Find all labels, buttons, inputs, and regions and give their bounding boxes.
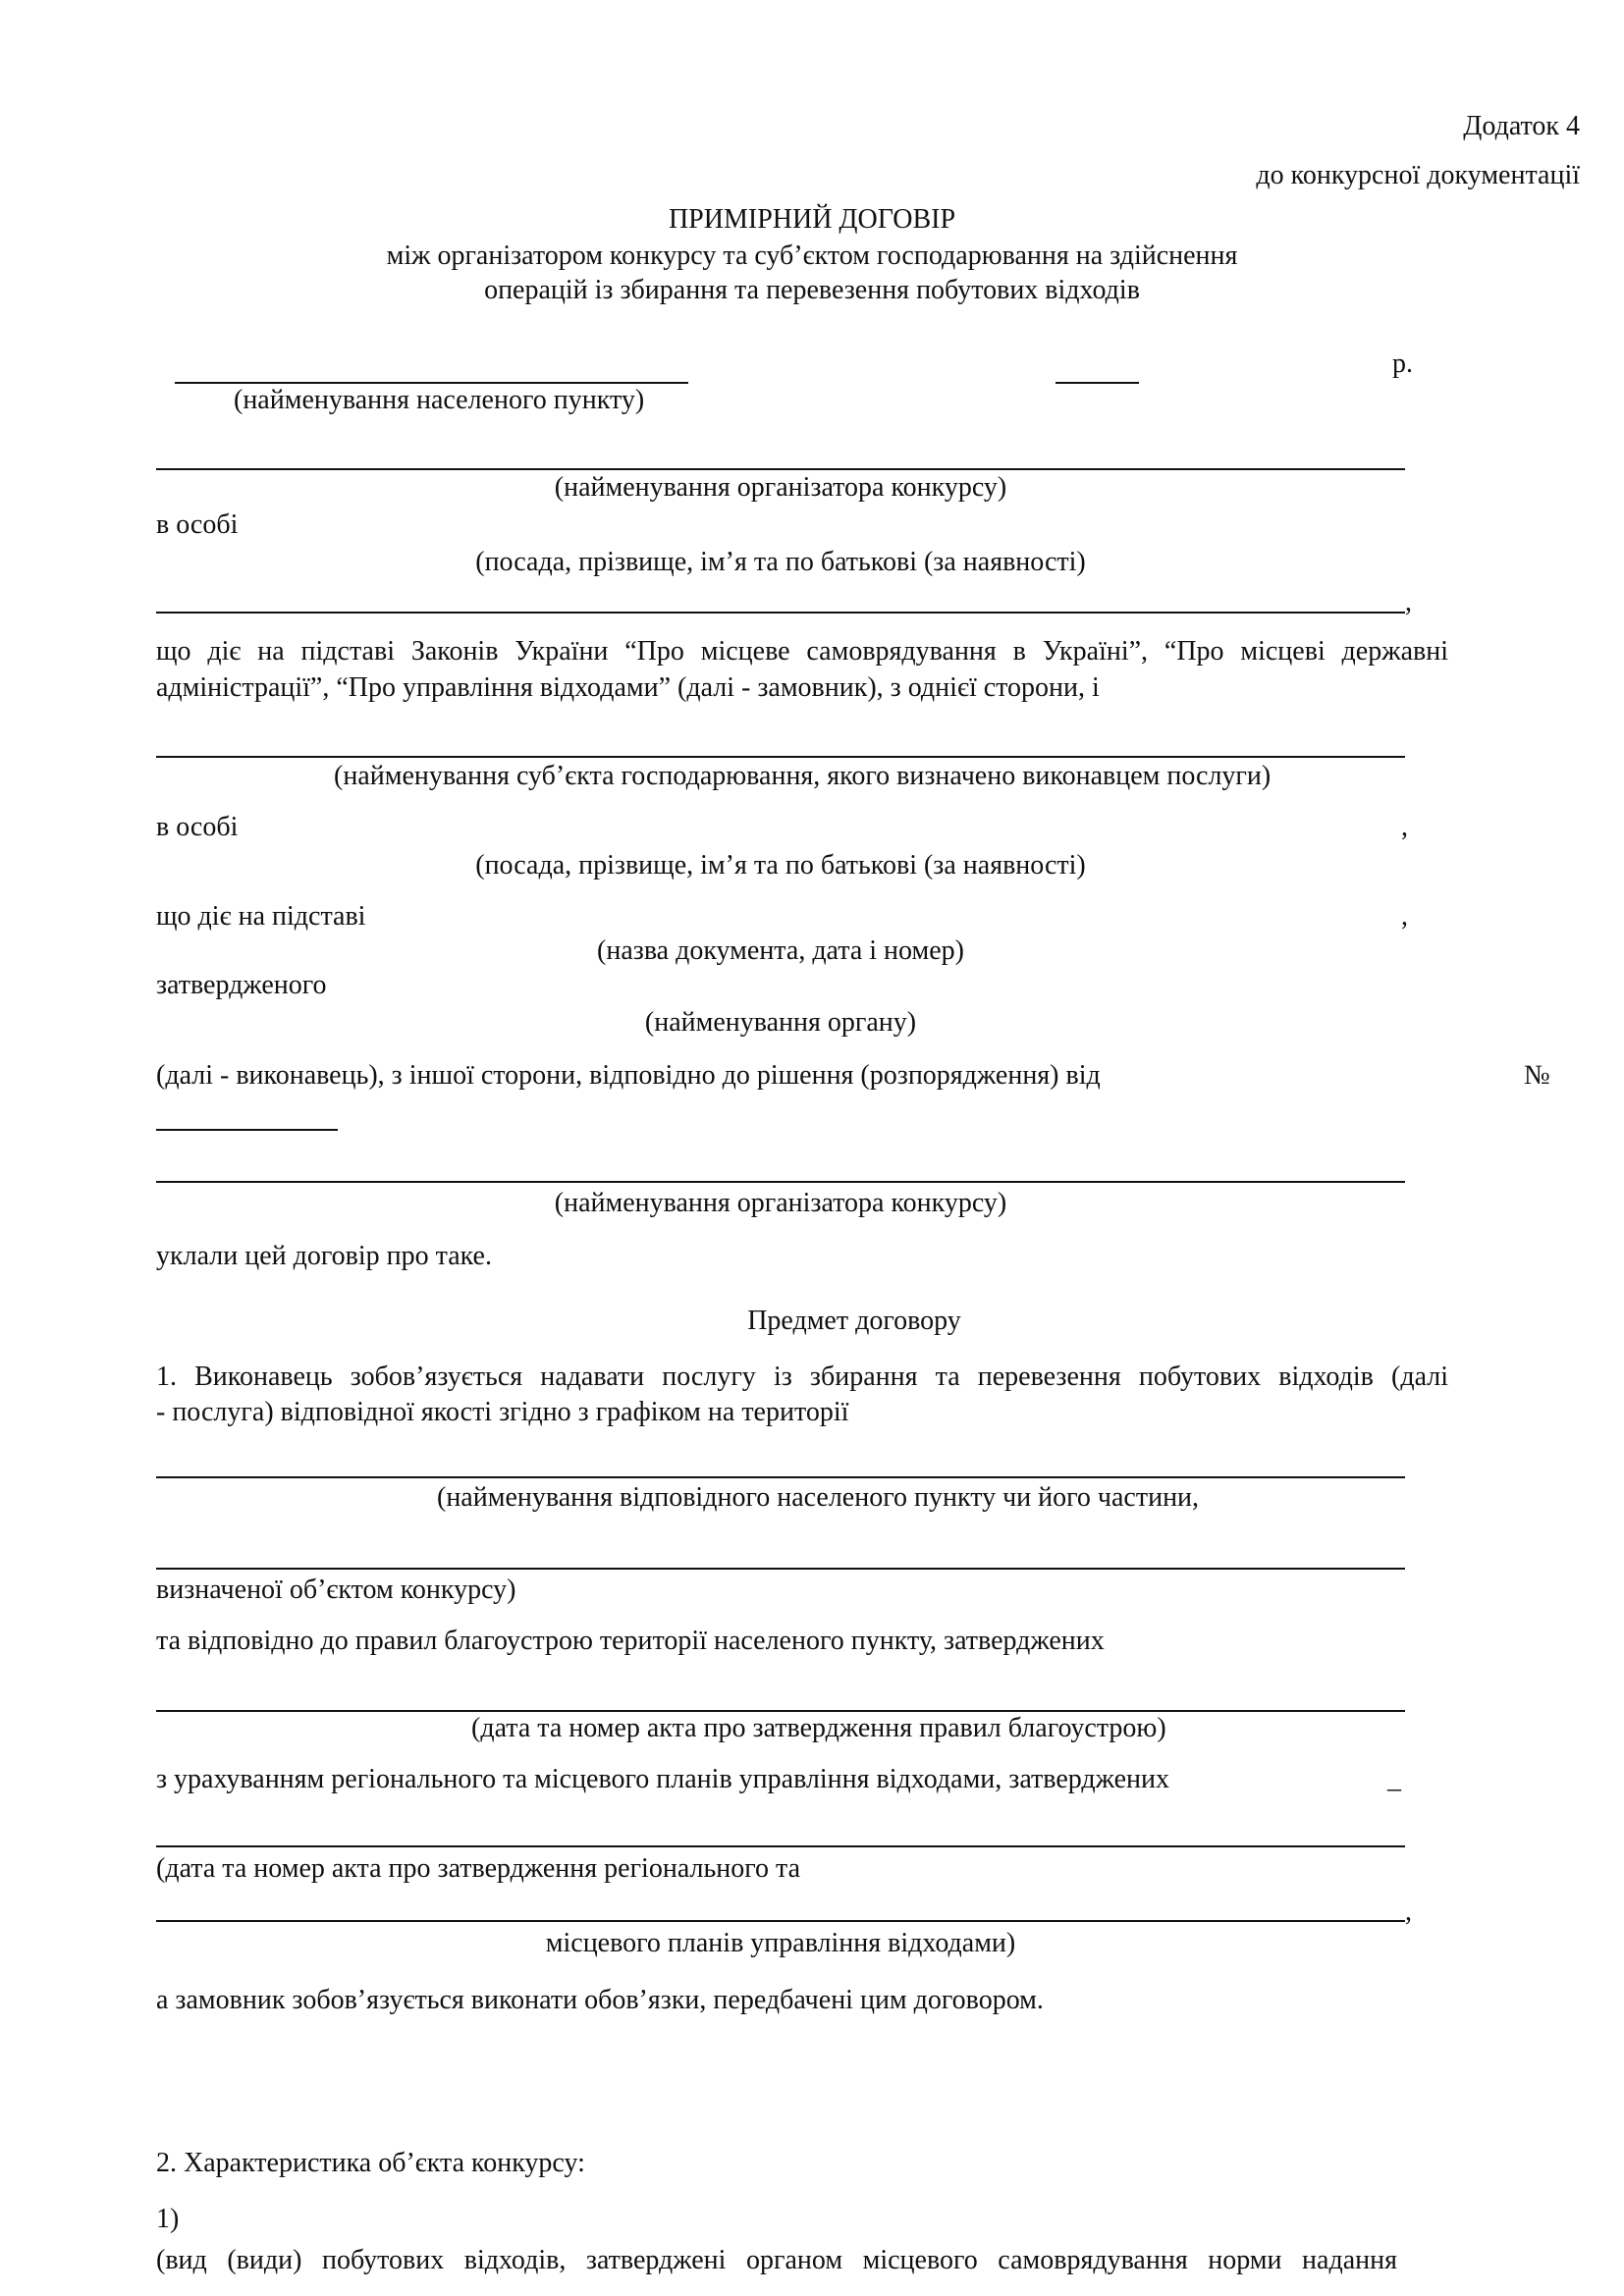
- organizer-fill-line[interactable]: [156, 468, 1405, 470]
- settlement-fill-line[interactable]: [156, 1476, 1405, 1478]
- in-person-label-1: в особі: [156, 509, 239, 540]
- basis-line-2: адміністрації”, “Про управління відходами” (далі - замовник), з однієї сторони, і: [156, 672, 1100, 703]
- entity-caption: (найменування суб’єкта господарювання, якого визначено виконавцем послуги): [334, 761, 1272, 791]
- section-2-item-1-text: (вид (види) побутових відходів, затверджені органом місцевого самоврядування норми надання: [156, 2245, 1397, 2275]
- section-2-item-1: 1): [156, 2204, 180, 2234]
- basis-line-1: що діє на підставі Законів України “Про місцеве самоврядування в Україні”, “Про місцеві державні: [156, 636, 1448, 667]
- settlement-fill-line-2[interactable]: [156, 1568, 1405, 1570]
- comma-4: ,: [1405, 1896, 1412, 1927]
- title-line-2: операцій із збирання та перевезення побутових відходів: [484, 275, 1140, 305]
- defined-caption: визначеної об’єктом конкурсу): [156, 1575, 516, 1605]
- position-caption-2: (посада, прізвище, ім’я та по батькові (за наявності): [475, 850, 1086, 881]
- plans-caption-1: (дата та номер акта про затвердження регіонального та: [156, 1853, 801, 1884]
- year-suffix: р.: [1392, 348, 1413, 379]
- document-title: ПРИМІРНИЙ ДОГОВІР: [668, 204, 956, 235]
- plans-fill-line-2[interactable]: [156, 1920, 1405, 1922]
- comma-2: ,: [1401, 812, 1408, 842]
- place-caption: (найменування населеного пункту): [234, 385, 645, 415]
- title-line-1: між організатором конкурсу та суб’єктом господарювання на здійснення: [386, 240, 1238, 271]
- acts-on-basis-label: що діє на підставі: [156, 901, 366, 932]
- subject-p1-line-1: 1. Виконавець зобов’язується надавати послугу із збирання та перевезення побутових відходів (далі: [156, 1362, 1448, 1392]
- plans-dash: _: [1387, 1764, 1401, 1794]
- comma-1: ,: [1405, 587, 1412, 617]
- plans-line: з урахуванням регіонального та місцевого планів управління відходами, затверджених: [156, 1764, 1170, 1794]
- place-fill-line[interactable]: [175, 382, 688, 384]
- organizer-fill-line-2[interactable]: [156, 1181, 1405, 1183]
- document-caption: (назва документа, дата і номер): [597, 935, 964, 966]
- plans-fill-line[interactable]: [156, 1845, 1405, 1847]
- body-caption: (найменування органу): [644, 1007, 917, 1038]
- obligation-text: а замовник зобов’язується виконати обов’язки, передбачені цим договором.: [156, 1985, 1044, 2015]
- subject-heading: Предмет договору: [747, 1306, 961, 1336]
- entity-fill-line[interactable]: [156, 756, 1405, 758]
- comma-3: ,: [1401, 901, 1408, 932]
- date-fill-line[interactable]: [1056, 382, 1139, 384]
- organizer-caption: (найменування організатора конкурсу): [554, 472, 1007, 503]
- number-fill-line[interactable]: [156, 1129, 338, 1131]
- appendix-subtitle: до конкурсної документації: [1256, 160, 1580, 190]
- executor-line: (далі - виконавець), з іншої сторони, відповідно до рішення (розпорядження) від: [156, 1060, 1101, 1091]
- rules-line: та відповідно до правил благоустрою території населеного пункту, затверджених: [156, 1626, 1105, 1656]
- rules-fill-line[interactable]: [156, 1710, 1405, 1712]
- organizer-caption-2: (найменування організатора конкурсу): [554, 1188, 1007, 1218]
- section-2-heading: 2. Характеристика об’єкта конкурсу:: [156, 2148, 585, 2178]
- position-fill-line-1[interactable]: [156, 612, 1405, 614]
- position-caption-1: (посада, прізвище, ім’я та по батькові (за наявності): [475, 547, 1086, 577]
- number-sign: №: [1524, 1060, 1550, 1091]
- in-person-label-2: в особі: [156, 812, 239, 842]
- rules-caption: (дата та номер акта про затвердження правил благоустрою): [471, 1713, 1166, 1743]
- subject-p1-line-2: - послуга) відповідної якості згідно з графіком на території: [156, 1397, 849, 1427]
- approved-label: затвердженого: [156, 970, 327, 1000]
- appendix-number: Додаток 4: [1463, 111, 1580, 141]
- concluded-text: уклали цей договір про таке.: [156, 1241, 492, 1271]
- plans-caption-2: місцевого планів управління відходами): [545, 1928, 1016, 1958]
- settlement-caption: (найменування відповідного населеного пункту чи його частини,: [437, 1482, 1200, 1513]
